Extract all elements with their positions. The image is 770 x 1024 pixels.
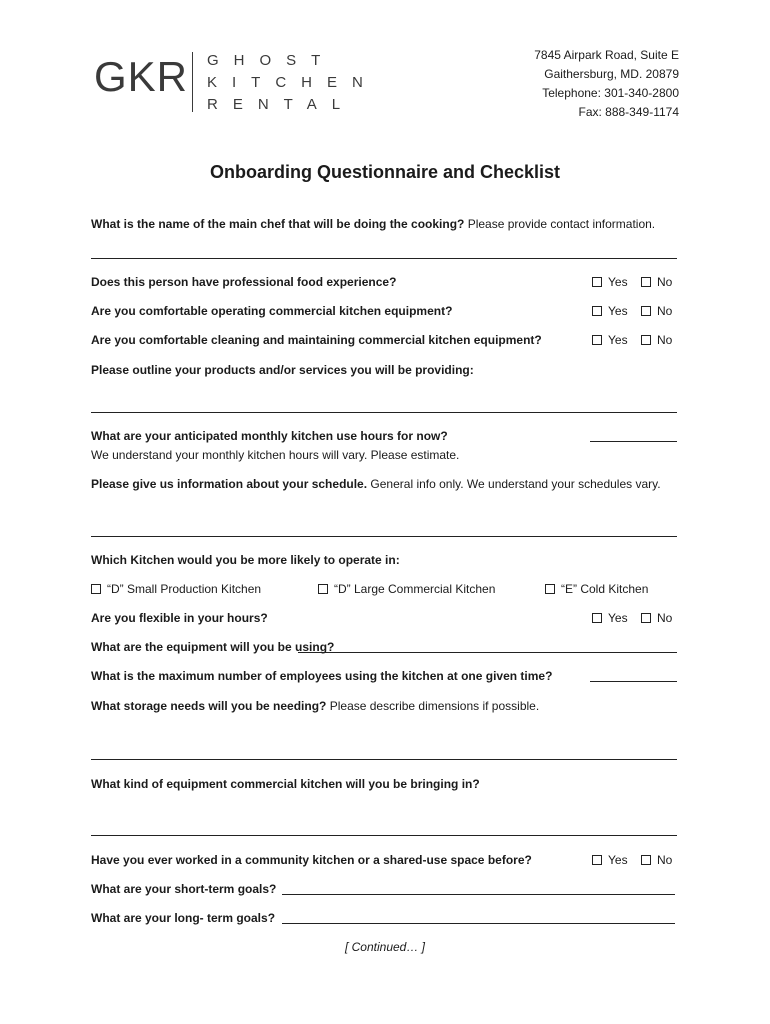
products-answer-line[interactable] — [91, 412, 677, 413]
question-chef-label: What is the name of the main chef that will be doing the cooking? — [91, 217, 465, 231]
hours-answer-line[interactable] — [590, 441, 677, 442]
equipment-using-answer-line[interactable] — [298, 652, 677, 653]
community-no-option[interactable]: No — [641, 853, 672, 867]
checkbox-icon[interactable] — [318, 584, 328, 594]
address-city: Gaithersburg, MD. 20879 — [544, 67, 679, 81]
short-term-goals-answer-line[interactable] — [282, 894, 675, 895]
storage-answer-line[interactable] — [91, 759, 677, 760]
logo-line-ghost: GHOST — [207, 52, 336, 69]
checkbox-icon[interactable] — [641, 335, 651, 345]
community-yes-option[interactable]: Yes — [592, 853, 628, 867]
logo-divider — [192, 52, 193, 112]
experience-yes-option[interactable]: Yes — [592, 275, 628, 289]
logo-line-rental: RENTAL — [207, 96, 356, 113]
question-cleaning: Are you comfortable cleaning and maintaining commercial kitchen equipment? — [91, 333, 542, 347]
page-title: Onboarding Questionnaire and Checklist — [209, 162, 561, 182]
experience-no-option[interactable]: No — [641, 275, 672, 289]
question-hours: What are your anticipated monthly kitchen use hours for now? — [91, 429, 448, 443]
question-operating: Are you comfortable operating commercial kitchen equipment? — [91, 304, 453, 318]
checkbox-icon[interactable] — [592, 855, 602, 865]
checkbox-icon[interactable] — [641, 306, 651, 316]
address-fax: Fax: 888-349-1174 — [578, 105, 679, 119]
checkbox-icon[interactable] — [592, 306, 602, 316]
checkbox-icon[interactable] — [592, 277, 602, 287]
question-storage-note: Please describe dimensions if possible. — [329, 699, 540, 713]
cleaning-yes-option[interactable]: Yes — [592, 333, 628, 347]
question-schedule — [91, 477, 661, 491]
question-schedule-note: General info only. We understand your schedules vary. — [370, 477, 661, 491]
question-flexible: Are you flexible in your hours? — [91, 611, 268, 625]
question-experience: Does this person have professional food experience? — [91, 275, 397, 289]
question-bringing-equipment: What kind of equipment commercial kitchen will you be bringing in? — [91, 777, 480, 791]
question-storage — [91, 699, 539, 713]
question-schedule-label: Please give us information about your schedule. — [91, 477, 368, 491]
flexible-yes-option[interactable]: Yes — [592, 611, 628, 625]
flexible-no-option[interactable]: No — [641, 611, 672, 625]
question-storage-label: What storage needs will you be needing? — [91, 699, 327, 713]
employees-answer-line[interactable] — [590, 681, 677, 682]
operating-yes-option[interactable]: Yes — [592, 304, 628, 318]
checkbox-icon[interactable] — [641, 855, 651, 865]
schedule-answer-line[interactable] — [91, 536, 677, 537]
bringing-answer-line[interactable] — [91, 835, 677, 836]
checkbox-icon[interactable] — [592, 613, 602, 623]
question-community-kitchen: Have you ever worked in a community kitchen or a shared-use space before? — [91, 853, 532, 867]
checkbox-icon[interactable] — [91, 584, 101, 594]
question-chef-note: Please provide contact information. — [467, 217, 656, 231]
operating-no-option[interactable]: No — [641, 304, 672, 318]
long-term-goals-answer-line[interactable] — [282, 923, 675, 924]
checkbox-icon[interactable] — [641, 613, 651, 623]
question-equipment-using: What are the equipment will you be using? — [91, 640, 335, 654]
chef-answer-line[interactable] — [91, 258, 677, 259]
question-hours-note: We understand your monthly kitchen hours will vary. Please estimate. — [91, 448, 460, 462]
logo-line-kitchen: KITCHEN — [207, 74, 378, 91]
address-telephone: Telephone: 301-340-2800 — [542, 86, 679, 100]
question-long-term-goals: What are your long- term goals? — [91, 911, 276, 925]
checkbox-icon[interactable] — [545, 584, 555, 594]
cleaning-no-option[interactable]: No — [641, 333, 672, 347]
logo-abbrev: GKR — [94, 53, 189, 100]
question-short-term-goals: What are your short-term goals? — [91, 882, 277, 896]
continued-note: [ Continued… ] — [344, 940, 426, 954]
question-employees: What is the maximum number of employees using the kitchen at one given time? — [91, 669, 553, 683]
checkbox-icon[interactable] — [641, 277, 651, 287]
address-street: 7845 Airpark Road, Suite E — [534, 48, 679, 62]
question-which-kitchen: Which Kitchen would you be more likely to operate in: — [91, 553, 400, 567]
question-products: Please outline your products and/or services you will be providing: — [91, 363, 474, 377]
question-chef — [91, 217, 655, 231]
checkbox-icon[interactable] — [592, 335, 602, 345]
kitchen-option-large-commercial[interactable]: “D” Large Commercial Kitchen — [318, 582, 495, 596]
kitchen-option-small-production[interactable]: “D” Small Production Kitchen — [91, 582, 261, 596]
kitchen-option-cold[interactable]: “E” Cold Kitchen — [545, 582, 648, 596]
